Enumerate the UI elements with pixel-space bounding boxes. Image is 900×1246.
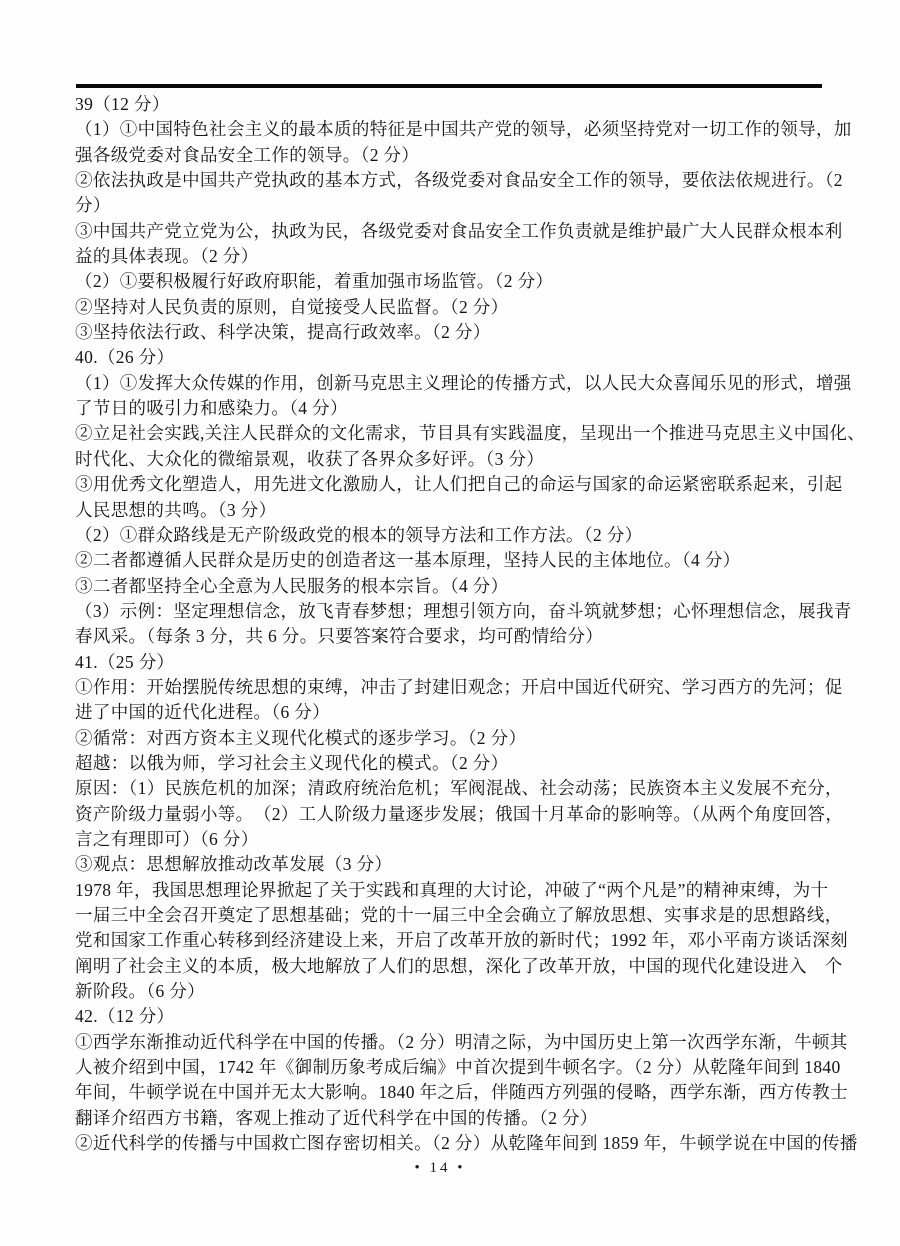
text-line: ②坚持对人民负责的原则，自觉接受人民监督。（2 分）: [75, 296, 509, 317]
text-line: ②循常：对西方资本主义现代化模式的逐步学习。（2 分）: [75, 727, 527, 748]
text-line: 时代化、大众化的微缩景观，收获了各界众多好评。（3 分）: [75, 448, 545, 469]
question-heading: 41.（25 分）: [75, 651, 175, 672]
text-line: 分）: [75, 195, 111, 216]
text-line: 了节日的吸引力和感染力。（4 分）: [75, 398, 348, 419]
text-line: 春风采。（每条 3 分，共 6 分。只要答案符合要求，均可酌情给分）: [75, 626, 604, 647]
text-line: ③观点：思想解放推动改革发展（3 分）: [75, 854, 393, 875]
text-line: ②近代科学的传播与中国救亡图存密切相关。（2 分）从乾隆年间到 1859 年，牛顿学说在中国的传播: [75, 1133, 858, 1154]
text-line: （2）①要积极履行好政府职能，着重加强市场监管。（2 分）: [75, 271, 554, 292]
text-line: 人被介绍到中国，1742 年《御制历象考成后编》中首次提到牛顿名字。（2 分）从乾隆年间到 1840: [75, 1057, 841, 1078]
answer-text-block: [75, 92, 875, 1156]
text-line: （3）示例：坚定理想信念，放飞青春梦想；理想引领方向，奋斗筑就梦想；心怀理想信念，展我青: [75, 600, 852, 621]
text-line: ①西学东渐推动近代科学在中国的传播。（2 分）明清之际，为中国历史上第一次西学东渐，牛顿其: [75, 1031, 848, 1052]
header-divider-rule: [76, 84, 822, 88]
text-line: 原因：（1）民族危机的加深；清政府统治危机；军阀混战、社会动荡；民族资本主义发展不充分，: [75, 778, 843, 799]
text-line: 人民思想的共鸣。（3 分）: [75, 499, 277, 520]
text-line: ③中国共产党立党为公，执政为民，各级党委对食品安全工作负责就是维护最广大人民群众根本利: [75, 220, 843, 241]
text-line: 益的具体表现。（2 分）: [75, 246, 259, 267]
text-line: 阐明了社会主义的本质，极大地解放了人们的思想，深化了改革开放，中国的现代化建设进入 个: [75, 955, 843, 976]
question-42-answer-block: [75, 1004, 875, 1156]
text-line: 党和国家工作重心转移到经济建设上来，开启了改革开放的新时代；1992 年，邓小平南方谈话深刻: [75, 930, 848, 951]
text-line: 1978 年，我国思想理论界掀起了关于实践和真理的大讨论，冲破了“两个凡是”的精神束缚，为十: [75, 879, 829, 900]
text-line: 超越：以俄为师，学习社会主义现代化的模式。（2 分）: [75, 752, 509, 773]
text-line: ②二者都遵循人民群众是历史的创造者这一基本原理，坚持人民的主体地位。（4 分）: [75, 550, 741, 571]
text-line: 一届三中全会召开奠定了思想基础；党的十一届三中全会确立了解放思想、实事求是的思想路线，: [75, 905, 843, 925]
text-line: ②立足社会实践,关注人民群众的文化需求，节目具有实践温度，呈现出一个推进马克思主义中国化、: [75, 423, 866, 444]
text-line: 强各级党委对食品安全工作的领导。（2 分）: [75, 144, 420, 165]
text-line: ③坚持依法行政、科学决策，提高行政效率。（2 分）: [75, 322, 491, 343]
text-line: 新阶段。（6 分）: [75, 981, 206, 1002]
page-number: • 14 •: [414, 1160, 466, 1176]
question-heading: 40.（26 分）: [75, 347, 175, 368]
text-line: ③二者都坚持全心全意为人民服务的根本宗旨。（4 分）: [75, 575, 509, 596]
text-line: 年间，牛顿学说在中国并无太大影响。1840 年之后，伴随西方列强的侵略，西学东渐，西方传教士: [75, 1082, 848, 1103]
text-line: 翻译介绍西方书籍，客观上推动了近代科学在中国的传播。（2 分）: [75, 1107, 598, 1128]
text-line: （2）①群众路线是无产阶级政党的根本的领导方法和工作方法。（2 分）: [75, 524, 643, 545]
text-line: ②依法执政是中国共产党执政的基本方式，各级党委对食品安全工作的领导，要依法依规进行。（2: [75, 170, 843, 191]
text-line: （1）①中国特色社会主义的最本质的特征是中国共产党的领导，必须坚持党对一切工作的领导，加: [75, 119, 852, 140]
question-heading: 42.（12 分）: [75, 1006, 175, 1027]
text-line: ③用优秀文化塑造人，用先进文化激励人，让人们把自己的命运与国家的命运紧密联系起来，引起: [75, 474, 843, 495]
question-40-answer-block: [75, 345, 875, 649]
text-line: 言之有理即可）（6 分）: [75, 828, 259, 849]
text-line: ①作用：开始摆脱传统思想的束缚，冲击了封建旧观念；开启中国近代研究、学习西方的先河；促: [75, 676, 843, 697]
question-heading: 39（12 分）: [75, 94, 170, 114]
question-41-answer-block: [75, 650, 875, 1005]
text-line: （1）①发挥大众传媒的作用，创新马克思主义理论的传播方式，以人民大众喜闻乐见的形式，增强: [75, 372, 852, 393]
text-line: 资产阶级力量弱小等。 （2）工人阶级力量逐步发展；俄国十月革命的影响等。（从两个角度回答，: [75, 803, 844, 824]
text-line: 进了中国的近代化进程。（6 分）: [75, 702, 330, 723]
question-39-answer-block: [75, 92, 875, 345]
